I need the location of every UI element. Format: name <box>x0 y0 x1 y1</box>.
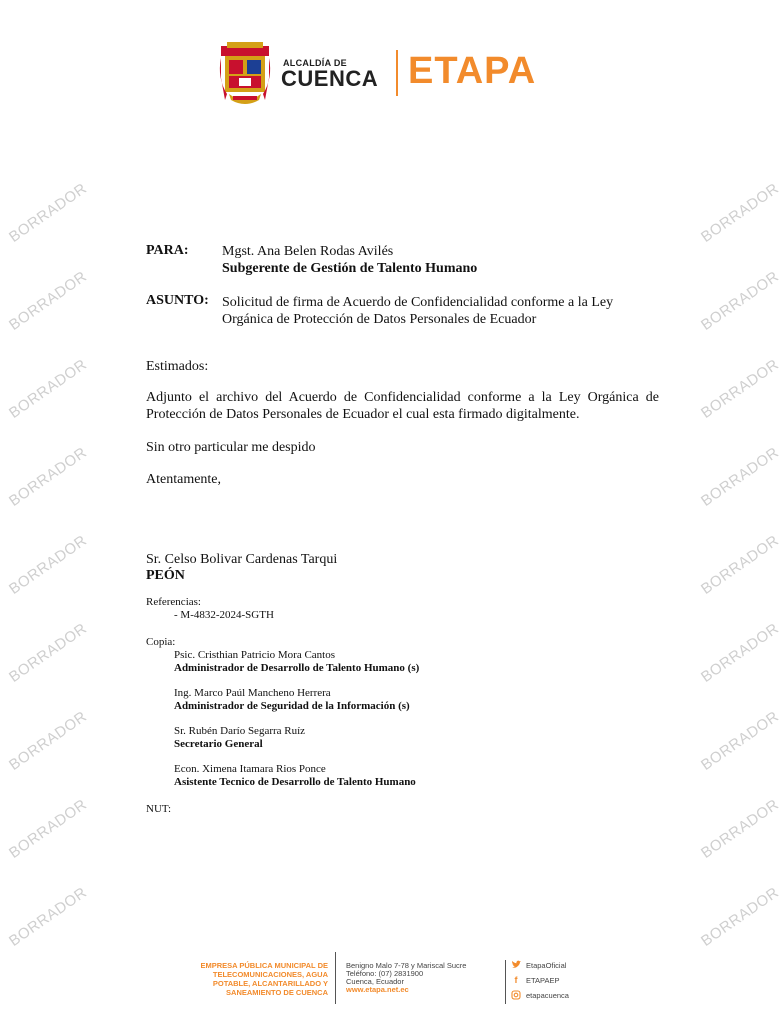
copy-title: Asistente Tecnico de Desarrollo de Talento Humano <box>174 776 416 788</box>
reference-item: - M-4832-2024-SGTH <box>174 609 274 621</box>
borrador-watermark: BORRADOR <box>6 443 91 510</box>
footer-company-line: TELECOMUNICACIONES, AGUA <box>212 970 328 979</box>
borrador-watermark: BORRADOR <box>698 795 782 862</box>
instagram-handle: etapacuenca <box>526 990 569 1000</box>
copy-title: Administrador de Seguridad de la Información (s) <box>174 700 410 712</box>
borrador-watermark: BORRADOR <box>698 355 782 422</box>
borrador-watermark: BORRADOR <box>698 179 782 246</box>
cuenca-label: CUENCA <box>281 66 379 91</box>
footer-instagram[interactable] <box>511 990 569 1000</box>
borrador-watermark: BORRADOR <box>698 707 782 774</box>
borrador-watermark: BORRADOR <box>698 443 782 510</box>
closing-signoff: Atentamente, <box>146 472 222 487</box>
footer-facebook[interactable] <box>511 975 559 985</box>
twitter-icon <box>511 960 521 970</box>
copy-name: Sr. Rubén Darío Segarra Ruíz <box>174 725 306 737</box>
asunto-line1: Solicitud de firma de Acuerdo de Confidencialidad conforme a la Ley <box>222 295 614 310</box>
copy-name: Econ. Ximena Itamara Rios Ponce <box>174 763 326 775</box>
para-label: PARA: <box>146 243 189 258</box>
footer-company-line: SANEAMIENTO DE CUENCA <box>226 988 328 997</box>
borrador-watermark: BORRADOR <box>6 179 91 246</box>
greeting: Estimados: <box>146 359 209 374</box>
copia-label: Copia: <box>146 636 176 648</box>
borrador-watermark: BORRADOR <box>6 795 91 862</box>
instagram-icon <box>511 990 521 1000</box>
closing-line: Sin otro particular me despido <box>146 440 316 455</box>
borrador-watermark: BORRADOR <box>698 619 782 686</box>
cuenca-crest-logo <box>219 38 271 108</box>
asunto-label: ASUNTO: <box>146 293 209 308</box>
references-label: Referencias: <box>146 596 201 608</box>
footer-city: Cuenca, Ecuador <box>346 977 404 986</box>
copy-name: Psic. Cristhian Patricio Mora Cantos <box>174 649 336 661</box>
facebook-handle: ETAPAEP <box>526 975 560 985</box>
twitter-handle: EtapaOficial <box>526 960 567 970</box>
borrador-watermark: BORRADOR <box>6 619 91 686</box>
nut-label: NUT: <box>146 803 172 815</box>
para-title: Subgerente de Gestión de Talento Humano <box>222 261 478 276</box>
footer-company-line: EMPRESA PÚBLICA MUNICIPAL DE <box>200 961 328 970</box>
copy-title: Administrador de Desarrollo de Talento Humano (s) <box>174 662 420 674</box>
copy-title: Secretario General <box>174 738 263 750</box>
footer-website-link[interactable]: www.etapa.net.ec <box>346 985 409 994</box>
borrador-watermark: BORRADOR <box>698 883 782 950</box>
asunto-line2: Orgánica de Protección de Datos Personales de Ecuador <box>222 312 537 327</box>
footer-phone: Teléfono: (07) 2831900 <box>346 969 424 978</box>
footer-address <box>346 962 466 994</box>
letterhead <box>0 34 768 114</box>
footer-company <box>180 961 328 997</box>
para-name: Mgst. Ana Belen Rodas Avilés <box>222 244 394 259</box>
borrador-watermark: BORRADOR <box>6 355 91 422</box>
footer-twitter[interactable] <box>511 960 566 970</box>
borrador-watermark: BORRADOR <box>698 267 782 334</box>
body-paragraph: Adjunto el archivo del Acuerdo de Confidencialidad conforme a la Ley Orgánica de Protección de Datos Personales de Ecuador el cual esta firmado digitalmente. <box>146 390 659 422</box>
etapa-logo: ETAPA <box>408 50 537 92</box>
borrador-watermark: BORRADOR <box>6 267 91 334</box>
borrador-watermark: BORRADOR <box>698 531 782 598</box>
facebook-icon: f <box>514 975 518 985</box>
borrador-watermark: BORRADOR <box>6 883 91 950</box>
alcaldia-label: ALCALDÍA DE <box>283 58 347 68</box>
signer-title: PEÓN <box>146 568 185 583</box>
footer-address-line: Benigno Malo 7-78 y Mariscal Sucre <box>346 961 467 970</box>
copy-name: Ing. Marco Paúl Mancheno Herrera <box>174 687 331 699</box>
borrador-watermark: BORRADOR <box>6 707 91 774</box>
footer-divider <box>505 960 506 1004</box>
footer-divider <box>335 952 336 1004</box>
logo-divider <box>396 50 398 96</box>
borrador-watermark: BORRADOR <box>6 531 91 598</box>
footer-company-line: POTABLE, ALCANTARILLADO Y <box>212 979 328 988</box>
signer-name: Sr. Celso Bolivar Cardenas Tarqui <box>146 552 338 567</box>
